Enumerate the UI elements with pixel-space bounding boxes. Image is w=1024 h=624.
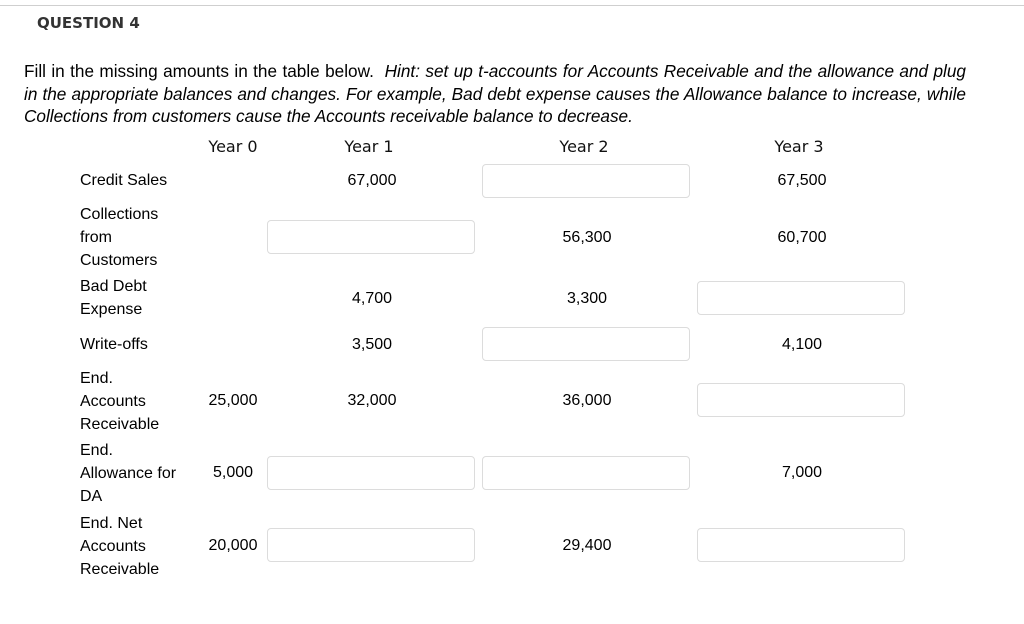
end-ar-year0: 25,000 xyxy=(208,392,258,409)
row-label: Collections from Customers xyxy=(80,206,159,269)
credit-sales-year2-input[interactable] xyxy=(482,164,690,198)
prompt-instruction: Fill in the missing amounts in the table below. xyxy=(24,61,374,81)
end-ar-year1: 32,000 xyxy=(347,392,397,409)
row-label: End. Allowance for DA xyxy=(80,442,177,505)
row-label: Write-offs xyxy=(80,336,148,353)
write-offs-year1: 3,500 xyxy=(351,336,393,353)
end-ar-year3-input[interactable] xyxy=(697,383,905,417)
credit-sales-year3: 67,500 xyxy=(777,172,827,189)
collections-year2: 56,300 xyxy=(562,229,612,246)
header-year-0: Year 0 xyxy=(208,137,258,156)
bad-debt-year2: 3,300 xyxy=(566,290,608,307)
write-offs-year2-input[interactable] xyxy=(482,327,690,361)
collections-year3: 60,700 xyxy=(777,229,827,246)
header-year-2: Year 2 xyxy=(559,137,609,156)
collections-year1-input[interactable] xyxy=(267,220,475,254)
question-title: QUESTION 4 xyxy=(37,14,140,32)
header-year-1: Year 1 xyxy=(344,137,394,156)
row-label: Bad Debt Expense xyxy=(80,278,147,318)
end-net-ar-year1-input[interactable] xyxy=(267,528,475,562)
end-net-ar-year0: 20,000 xyxy=(208,537,258,554)
end-net-ar-year3-input[interactable] xyxy=(697,528,905,562)
top-divider xyxy=(0,5,1024,6)
question-prompt xyxy=(24,60,966,128)
end-ar-year2: 36,000 xyxy=(562,392,612,409)
prompt-hint: Hint: set up t-accounts for Accounts Receivable and the allowance and plug in the appropriate balances and changes. For example, Bad debt expense causes the Allowance balance to increase, while Collections from customers cause the Accounts receivable balance to decrease. xyxy=(24,61,966,126)
row-label: End. Net Accounts Receivable xyxy=(80,515,160,578)
bad-debt-year3-input[interactable] xyxy=(697,281,905,315)
bad-debt-year1: 4,700 xyxy=(351,290,393,307)
end-allowance-year0: 5,000 xyxy=(212,464,254,481)
end-allowance-year3: 7,000 xyxy=(781,464,823,481)
end-net-ar-year2: 29,400 xyxy=(562,537,612,554)
header-year-3: Year 3 xyxy=(774,137,824,156)
credit-sales-year1: 67,000 xyxy=(347,172,397,189)
row-label: End. Accounts Receivable xyxy=(80,370,160,433)
end-allowance-year2-input[interactable] xyxy=(482,456,690,490)
end-allowance-year1-input[interactable] xyxy=(267,456,475,490)
write-offs-year3: 4,100 xyxy=(781,336,823,353)
row-label: Credit Sales xyxy=(80,172,168,189)
